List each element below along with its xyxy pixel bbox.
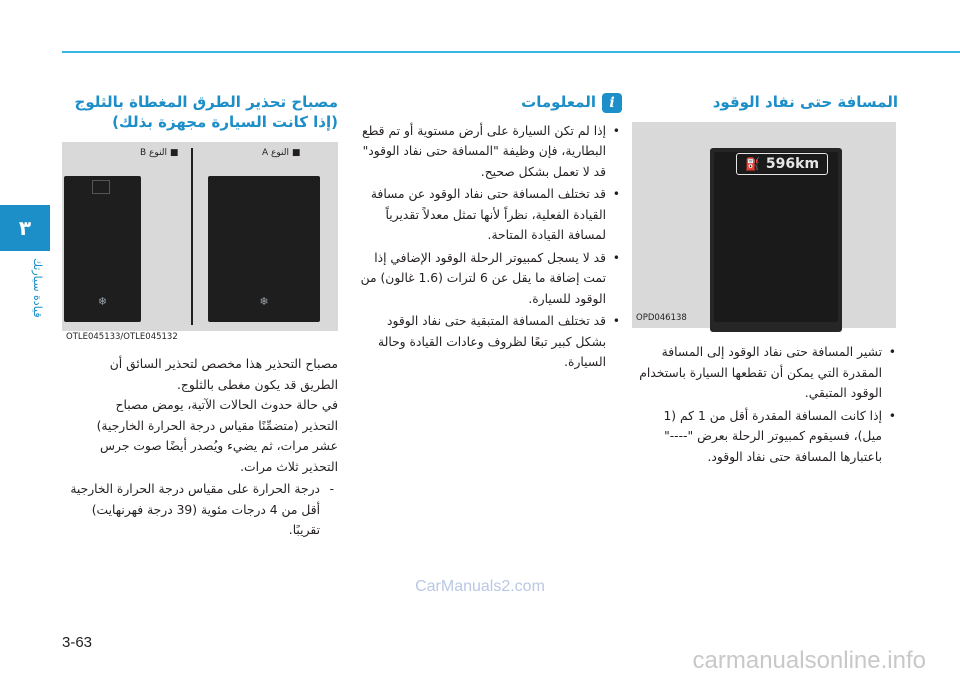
fuel-range-figure xyxy=(632,122,896,328)
chapter-vertical-label: قيادة سيارتك xyxy=(31,258,44,318)
figure-label-type-b: ■ النوع B xyxy=(140,148,179,158)
list-item: • إذا كانت المسافة المقدرة أقل من 1 كم (1 ميل)، فسيقوم كمبيوتر الرحلة بعرض "----" باعتبارها المسافة حتى نفاد الوقود. xyxy=(632,406,898,468)
info-icon: i xyxy=(602,93,622,113)
cluster-type-a xyxy=(208,176,320,322)
icy-road-paragraph: مصباح التحذير هذا مخصص لتحذير السائق أن الطريق قد يكون مغطى بالثلوج. في حالة حدوث الحالات الآتية، يومض مصباح التحذير (متضمِّنًا مقياس درجة الحرارة الخارجية) عشر مرات، ثم يضيء ويُصدر أيضًا صوت جرس التحذير ثلاث مرات. xyxy=(96,357,338,474)
information-section xyxy=(360,92,622,375)
fuel-pump-icon: ⛽ xyxy=(744,157,760,171)
list-item: • قد تختلف المسافة المتبقية حتى نفاد الوقود بشكل كبير تبعًا لظروف وعادات القيادة وحالة السيارة. xyxy=(360,311,622,373)
top-rule xyxy=(62,51,960,53)
chapter-tab xyxy=(0,205,50,251)
snowflake-warning-icon: ❄ xyxy=(97,295,108,308)
information-bullets xyxy=(360,121,622,373)
information-heading-text: المعلومات xyxy=(521,93,596,111)
cluster-type-b xyxy=(64,176,141,322)
chapter-number: ٣ xyxy=(18,216,32,240)
page-number: 3-63 xyxy=(62,634,93,651)
figure-divider xyxy=(191,148,193,325)
fuel-range-section xyxy=(632,92,898,112)
snowflake-warning-icon: ❄ xyxy=(259,295,269,308)
fuel-range-bullets xyxy=(632,342,898,467)
watermark-carmanualsonline: carmanualsonline.info xyxy=(692,647,926,674)
list-item: • قد لا يسجل كمبيوتر الرحلة الوقود الإضافي إذا تمت إضافة ما يقل عن 6 لترات (1.6 غالون) من الوقود للسيارة. xyxy=(360,248,622,310)
icy-road-heading: مصباح تحذير الطرق المغطاة بالثلوج (إذا كانت السيارة مجهزة بذلك) xyxy=(74,93,338,131)
icy-road-figure xyxy=(62,142,338,331)
fuel-range-figure-caption: OPD046138 xyxy=(636,313,687,323)
fuel-range-value: 596km xyxy=(765,156,820,172)
icy-road-warning-section xyxy=(62,92,338,132)
watermark-carmanuals: CarManuals2.com xyxy=(415,578,545,595)
fuel-range-readout-box xyxy=(736,153,828,175)
list-item: • تشير المسافة حتى نفاد الوقود إلى المسافة المقدرة التي يمكن أن تقطعها السيارة باستخدام الوقود المتبقي. xyxy=(632,342,898,404)
icy-road-condition: - درجة الحرارة على مقياس درجة الحرارة الخارجية أقل من 4 درجات مئوية (39 درجة فهرنهايت) تقريبًا. xyxy=(62,479,338,541)
icy-road-figure-caption: OTLE045133/OTLE045132 xyxy=(66,332,178,342)
information-heading xyxy=(360,92,622,113)
list-item: • قد تختلف المسافة حتى نفاد الوقود عن مسافة القيادة الفعلية، نظراً لأنها تمثل معدلاً تقديرياً لمسافة القيادة المتاحة. xyxy=(360,184,622,246)
figure-label-type-a: ■ النوع A xyxy=(262,148,301,158)
fuel-range-heading: المسافة حتى نفاد الوقود xyxy=(712,93,898,111)
cluster-screen xyxy=(710,148,842,332)
list-item: • إذا لم تكن السيارة على أرض مستوية أو تم قطع البطارية، فإن وظيفة "المسافة حتى نفاد الوقود" قد لا تعمل بشكل صحيح. xyxy=(360,121,622,183)
